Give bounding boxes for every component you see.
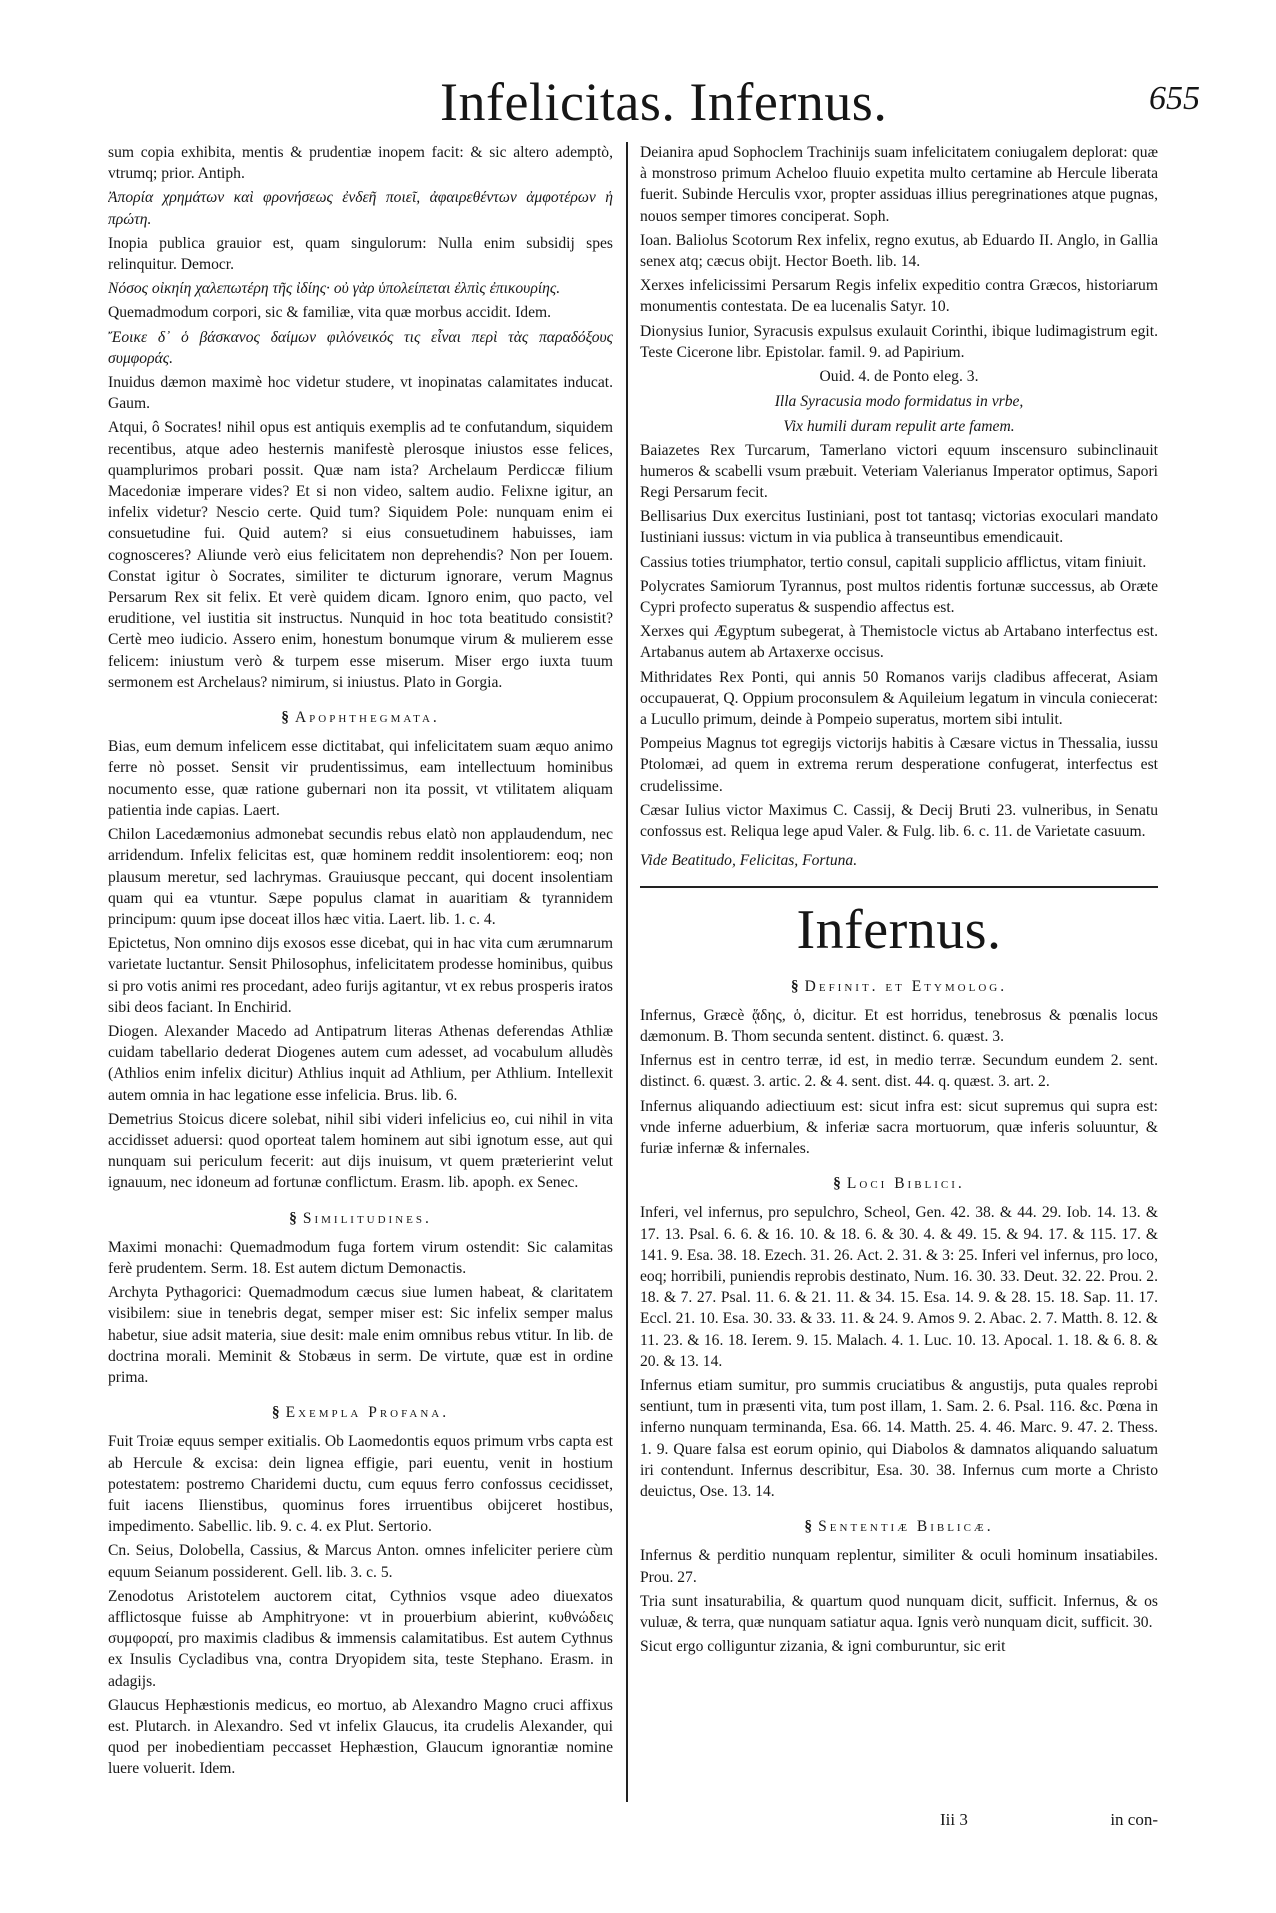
greek-quote: Ἔοικε δ᾽ ὁ βάσκανος δαίμων φιλόνεικός τις εἶναι περὶ τὰς παραδόξους συμφοράς.	[108, 328, 613, 367]
paragraph: Epictetus, Non omnino dijs exosos esse dicebat, qui in hac vita cum ærumnarum varietate luctantur. Sensit Philosophus, infelicitatem prodesse hominibus, quibus si pro votis animi res procedant, adeo furijs agitantur, vt ex rebus prosperis iratos sibi deos faciant. In Enchirid.	[108, 935, 613, 1016]
paragraph: Diogen. Alexander Macedo ad Antipatrum literas Athenas deferendas Athliæ cuidam tabellario dederat Diogenes autem cum adesset, ad vocabulum alludès (Athlios enim infelix dicitur) Athlius inquit ad Athlium, per Athlium. Intellexit autem omnia in hac legatione esse infelicia. Brus. lib. 6.	[108, 1022, 613, 1104]
paragraph: Quemadmodum corpori, sic & familiæ, vita quæ morbus accidit. Idem.	[108, 304, 552, 322]
paragraph: Bias, eum demum infelicem esse dictitabat, qui infelicitatem suam æquo animo ferre nò posset. Sensit vir prudentissimus, eam intellectuum hominibus nocumento esse, quæ ratione gubernari non ita possit, vt vtilitatem aliquam patientia inde capias. Laert.	[108, 738, 613, 819]
left-column	[108, 142, 613, 1802]
paragraph: Zenodotus Aristotelem auctorem citat, Cythnios vsque adeo diuexatos afflictosque fuisse ab Amphitryone: vt in prouerbium abierint, κυθνώδεις συμφοραί, pro maximis cladibus & immensis calamitatibus. Est autem Cythnus ex Insulis Cycladibus vna, contra Dryopidem sita, teste Stephano. Erasm. in adagijs.	[108, 1587, 613, 1690]
paragraph: Infernus est in centro terræ, id est, in medio terræ. Secundum eundem 2. sent. distinct. 6. quæst. 3. artic. 2. & 4. sent. dist. 44. q. quæst. 3. art. 2.	[640, 1052, 1158, 1091]
paragraph: Polycrates Samiorum Tyrannus, post multos ridentis fortunæ successus, ab Oræte Cypri profecto superatus & suspendio affectus est.	[640, 577, 1158, 617]
page-number: 655	[1149, 80, 1200, 117]
paragraph: Chilon Lacedæmonius admonebat secundis rebus elatò non applaudendum, nec arridendum. Infelix felicitas est, quæ hominem reddit insolentiorem: eoq; non plausum meretur, sed lachrymas. Grauiusque peccant, qui docent insolentiam quam qui ea vtuntur. Sæpe populus clamat in auaritiam & tyrannidem principum: quum ipse doceat illos hæc vitia. Laert. lib. 1. c. 4.	[108, 826, 613, 928]
section-heading: § Sententiæ Biblicæ.	[804, 1518, 994, 1536]
pilcrow-icon: §	[804, 1518, 813, 1536]
pilcrow-icon: §	[281, 709, 289, 727]
paragraph: Bellisarius Dux exercitus Iustiniani, post tot tantasq; victorias exoculari mandato Iustiniani iussus: victum in via publica à transeuntibus emendicauit.	[640, 508, 1158, 547]
paragraph: Baiazetes Rex Turcarum, Tamerlano victori equum inscensuro subinclinauit humeros & scabelli vsum præbuit. Veteriam Valerianus Imperator optimus, Sapori Regi Persarum fecit.	[640, 441, 1158, 502]
catchword: in con-	[1110, 1810, 1158, 1829]
section-heading: § Apophthegmata.	[281, 709, 440, 727]
section-heading: § Loci Biblici.	[833, 1175, 965, 1193]
paragraph: Tria sunt insaturabilia, & quartum quod nunquam dicit, sufficit. Infernus, & os vuluæ, & terra, quæ nunquam satiatur aqua. Ignis verò nunquam dicit, sufficit. 30.	[640, 1592, 1158, 1631]
pilcrow-icon: §	[790, 977, 799, 995]
right-column	[640, 142, 1158, 1802]
verse-line: Vix humili duram repulit arte famem.	[783, 418, 1015, 436]
paragraph: Pompeius Magnus tot egregijs victorijs habitis à Cæsare victus in Thessalia, iussu Ptolomæi, ad quem in extrema rerum desperatione confugerat, interfectus est crudelissime.	[640, 735, 1158, 795]
running-head	[440, 70, 1200, 140]
paragraph: Mithridates Rex Ponti, qui annis 50 Romanos varijs cladibus affecerat, Asiam occupauerat, Q. Oppium proconsulem & Aquileium legatum in vincula coniecerat: a Lucullo primum, deinde à Pompeio superatus, mortem sibi intulit.	[640, 668, 1158, 729]
section-heading: § Exempla Profana.	[271, 1404, 450, 1422]
paragraph: Sicut ergo colliguntur zizania, & igni comburuntur, sic erit	[640, 1638, 1006, 1656]
signature-mark: Iii 3	[940, 1810, 968, 1829]
paragraph: Atqui, ô Socrates! nihil opus est antiquis exemplis ad te confutandum, siquidem recentibus, atque adeo hesternis manifestè plerosque iniustos esse felices, quamplurimos probari possit. Quæ nam ista? Archelaum Perdiccæ filium Macedoniæ imperare vides? Et si non video, saltem audio. Felixne igitur, an infelix videtur? Nescio certe. Quid tum? Siquidem Pole: nunquam enim ei consuetudine fui. Quid autem? si eius consuetudinem habuisses, iam cognosceres? Aliunde verò eius felicitatem non deprehendis? Non per Iouem. Constat igitur ò Socrates, similiter te dicturum ignorare, verum Magnus Persarum Rex sit felix. Et verè quidem dicam. Ignoro enim, quo pacto, vel eruditione, vel iustitia sit instructus. Nunquid in hoc tota beatitudo consistit? Certè meo iudicio. Assero enim, honestum bonumque virum & mulierem esse felicem: iniustum verò & turpem esse miserum. Miser ergo iuxta tuum sermonem est Archelaus? nimirum, si iniustus. Plato in Gorgia.	[108, 419, 613, 691]
paragraph: sum copia exhibita, mentis & prudentiæ inopem facit: & sic altero ademptò, vtrumq; prior. Antiph.	[108, 144, 613, 183]
horizontal-rule	[640, 886, 1158, 888]
paragraph: Cæsar Iulius victor Maximus C. Cassij, & Decij Bruti 23. vulneribus, in Senatu confossus est. Reliqua lege apud Valer. & Fulg. lib. 6. c. 11. de Varietate casuum.	[640, 801, 1158, 841]
citation: Ouid. 4. de Ponto eleg. 3.	[819, 368, 979, 386]
paragraph: Cn. Seius, Dolobella, Cassius, & Marcus Anton. omnes infeliciter periere cùm equum Seianum possiderent. Gell. lib. 3. c. 5.	[108, 1542, 613, 1581]
paragraph: Infernus & perditio nunquam replentur, similiter & oculi hominum insatiabiles. Prou. 27.	[640, 1547, 1158, 1586]
paragraph: Deianira apud Sophoclem Trachinijs suam infelicitatem coniugalem deplorat: quæ à monstroso primum Acheloo fluuio expetita multo certamine ab Hercule liberata fuerit. Subinde Herculis vxor, propter assiduas illius peregrinationes atque pugnas, nouos semper timores conciperat. Soph.	[640, 144, 1158, 225]
pilcrow-icon: §	[833, 1175, 841, 1193]
section-title: Infernus.	[796, 898, 1002, 961]
greek-quote: Ἀπορία χρημάτων καὶ φρονήσεως ἐνδεῆ ποιεῖ, ἀφαιρεθέντων ἀμφοτέρων ἡ πρώτη.	[108, 189, 613, 228]
paragraph: Fuit Troiæ equus semper exitialis. Ob Laomedontis equos primum vrbs capta est ab Hercule & excisa: dein lignea effigie, pari euentu, venit in hostium potestatem: postremo Charidemi ductu, cum equus ferro confossus cecidisset, fuit iacens Ilienstibus, quominus fores irruentibus obijceret hostibus, impedimento. Sabellic. lib. 9. c. 4. ex Plut. Sertorio.	[108, 1433, 613, 1536]
paragraph: Inferi, vel infernus, pro sepulchro, Scheol, Gen. 42. 38. & 44. 29. Iob. 14. 13. & 17. 13. Psal. 6. 6. & 16. 10. & 18. 6. & 30. 4. & 49. 15. & 94. 17. & 115. 17. & 141. 9. Esa. 38. 18. Ezech. 31. 26. Act. 2. 31. & 3: 25. Inferi vel infernus, pro loco, eoq; horribili, puniendis reprobis destinato, Num. 16. 30. 33. Deut. 32. 22. Prou. 2. 18. & 7. 27. Psal. 11. 6. & 21. 11. & 34. 15. Esa. 14. 9. & 28. 15. 18. Sap. 11. 17. Eccl. 21. 10. Esa. 30. 33. & 33. 11. & 24. 9. Amos 9. 2. Abac. 2. 7. Matth. 8. 12. & 11. 23. & 16. 18. Ierem. 9. 15. Malach. 4. 1. Luc. 10. 13. Apocal. 1. 18. & 6. 8. & 20. & 13. 14.	[640, 1204, 1158, 1370]
section-heading: § Definit. et Etymolog.	[790, 977, 1008, 995]
paragraph: Infernus aliquando adiectiuum est: sicut infra est: sicut supremus qui supra est: vnde inferne aduerbium, & inferiæ sacra mortuorum, quæ inferis soluuntur, & furiæ infernæ & infernales.	[640, 1097, 1158, 1157]
paragraph: Dionysius Iunior, Syracusis expulsus exulauit Corinthi, ibique ludimagistrum egit. Teste Cicerone libr. Epistolar. famil. 9. ad Papirium.	[640, 322, 1158, 361]
pilcrow-icon: §	[271, 1404, 280, 1422]
paragraph: Glaucus Hephæstionis medicus, eo mortuo, ab Alexandro Magno cruci affixus est. Plutarch. in Alexandro. Sed vt infelix Glaucus, ita crudelis Alexander, qui quod per inobedientiam peccasset Hephæstion, Glaucum ignorantiæ nomine luere voluerit. Idem.	[108, 1696, 613, 1778]
section-heading: § Similitudines.	[289, 1209, 432, 1227]
greek-quote: Νόσος οἰκηίη χαλεπωτέρη τῆς ἰδίης· οὐ γὰρ ὑπολείπεται ἐλπὶς ἐπικουρίης.	[108, 280, 561, 298]
paragraph: Ioan. Baliolus Scotorum Rex infelix, regno exutus, ab Eduardo II. Anglo, in Gallia senex atq; cæcus obijt. Hector Boeth. lib. 14.	[640, 231, 1158, 271]
paragraph: Infernus etiam sumitur, pro summis cruciatibus & angustijs, puta quales reprobi sentiunt, tum in præsenti vita, tum post illam, 1. Sam. 2. 6. Psal. 116. &c. Pœna in inferno nunquam terminanda, Esa. 66. 14. Matth. 25. 4. 46. Marc. 9. 47. 2. Thess. 1. 9. Quare falsa est eorum opinio, qui Diabolos & damnatos aliquando saluatum iri contendunt. Infernus describitur, Esa. 30. 38. Infernus cum morte a Christo deuictus, Ose. 13. 14.	[640, 1376, 1158, 1500]
paragraph: Inuidus dæmon maximè hoc videtur studere, vt inopinatas calamitates inducat. Gaum.	[108, 374, 613, 413]
paragraph: Inopia publica grauior est, quam singulorum: Nulla enim subsidij spes relinquitur. Democr.	[108, 234, 613, 274]
paragraph: Archyta Pythagorici: Quemadmodum cæcus siue lumen habeat, & claritatem visibilem: siue in tenebris degat, semper miser est: Sic infelix semper malus habetur, siue adsit materia, siue desit: male enim omnibus rebus vtitur. In lib. de doctrina morali. Meminit & Stobæus in serm. De virtute, quæ est in ordine prima.	[108, 1284, 613, 1386]
verse-line: Illa Syracusia modo formidatus in vrbe,	[774, 393, 1024, 411]
paragraph: Xerxes qui Ægyptum subegerat, à Themistocle victus ab Artabano interfectus est. Artabanus autem ab Artaxerxe occisus.	[640, 623, 1158, 662]
pilcrow-icon: §	[289, 1209, 297, 1227]
running-title: Infelicitas. Infernus.	[440, 72, 888, 132]
cross-reference: Vide Beatitudo, Felicitas, Fortuna.	[640, 852, 858, 870]
page-footer	[640, 1808, 1158, 1834]
paragraph: Maximi monachi: Quemadmodum fuga fortem virum ostendit: Sic calamitas ferè prudentem. Serm. 18. Est autem dictum Demonactis.	[108, 1238, 613, 1277]
column-divider	[626, 142, 628, 1802]
paragraph: Infernus, Græcè ᾅδης, ὁ, dicitur. Et est horridus, tenebrosus & pœnalis locus dæmonum. B. Thom secunda sentent. distinct. 6. quæst. 3.	[640, 1006, 1158, 1045]
paragraph: Demetrius Stoicus dicere solebat, nihil sibi videri infelicius eo, cui nihil in vita accidisset aduersi: quod oporteat talem hominem aut sibi ignotum esse, aut qui nunquam sui periculum fecerit: aut dijs inuisum, vt quem præterierint velut ignauum, nec idoneum ad fortunæ conflictum. Erasm. lib. apoph. ex Senec.	[108, 1110, 613, 1192]
paragraph: Cassius toties triumphator, tertio consul, capitali supplicio afflictus, vitam finiuit.	[640, 553, 1147, 571]
paragraph: Xerxes infelicissimi Persarum Regis infelix expeditio contra Græcos, historiarum monumentis contestata. De ea lucenalis Satyr. 10.	[640, 277, 1158, 316]
